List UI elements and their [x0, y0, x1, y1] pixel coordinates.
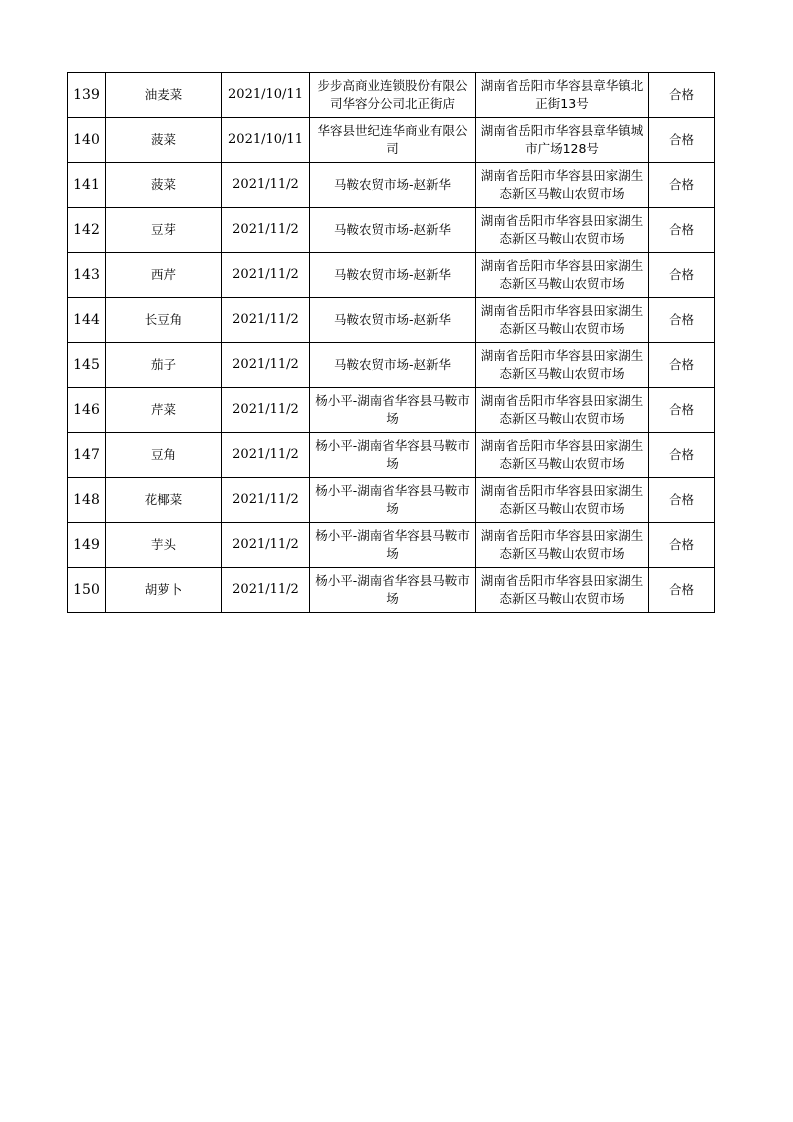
test-result: 合格 [649, 343, 715, 388]
seller-name: 杨小平-湖南省华容县马鞍市场 [310, 388, 476, 433]
sampling-date: 2021/11/2 [222, 433, 310, 478]
table-row [68, 118, 715, 163]
table-row [68, 298, 715, 343]
seller-address: 湖南省岳阳市华容县田家湖生态新区马鞍山农贸市场 [476, 298, 649, 343]
row-number: 146 [68, 388, 106, 433]
sampling-date: 2021/11/2 [222, 298, 310, 343]
seller-address: 湖南省岳阳市华容县田家湖生态新区马鞍山农贸市场 [476, 478, 649, 523]
row-number: 143 [68, 253, 106, 298]
sampling-date: 2021/11/2 [222, 568, 310, 613]
product-name: 菠菜 [106, 118, 222, 163]
seller-name: 杨小平-湖南省华容县马鞍市场 [310, 523, 476, 568]
test-result: 合格 [649, 253, 715, 298]
table-row [68, 568, 715, 613]
row-number: 140 [68, 118, 106, 163]
test-result: 合格 [649, 568, 715, 613]
seller-name: 杨小平-湖南省华容县马鞍市场 [310, 433, 476, 478]
row-number: 145 [68, 343, 106, 388]
sampling-date: 2021/11/2 [222, 163, 310, 208]
table-row [68, 478, 715, 523]
test-result: 合格 [649, 478, 715, 523]
product-name: 芋头 [106, 523, 222, 568]
product-name: 胡萝卜 [106, 568, 222, 613]
product-name: 花椰菜 [106, 478, 222, 523]
inspection-results-table [67, 72, 715, 613]
seller-name: 马鞍农贸市场-赵新华 [310, 253, 476, 298]
product-name: 芹菜 [106, 388, 222, 433]
seller-address: 湖南省岳阳市华容县章华镇北正街13号 [476, 73, 649, 118]
product-name: 茄子 [106, 343, 222, 388]
row-number: 149 [68, 523, 106, 568]
table-body [68, 73, 715, 613]
row-number: 141 [68, 163, 106, 208]
seller-address: 湖南省岳阳市华容县章华镇城市广场128号 [476, 118, 649, 163]
test-result: 合格 [649, 208, 715, 253]
sampling-date: 2021/11/2 [222, 343, 310, 388]
seller-name: 杨小平-湖南省华容县马鞍市场 [310, 568, 476, 613]
table-row [68, 433, 715, 478]
seller-name: 马鞍农贸市场-赵新华 [310, 298, 476, 343]
sampling-date: 2021/11/2 [222, 208, 310, 253]
seller-address: 湖南省岳阳市华容县田家湖生态新区马鞍山农贸市场 [476, 208, 649, 253]
seller-address: 湖南省岳阳市华容县田家湖生态新区马鞍山农贸市场 [476, 343, 649, 388]
test-result: 合格 [649, 523, 715, 568]
row-number: 150 [68, 568, 106, 613]
test-result: 合格 [649, 298, 715, 343]
seller-address: 湖南省岳阳市华容县田家湖生态新区马鞍山农贸市场 [476, 433, 649, 478]
product-name: 西芹 [106, 253, 222, 298]
table-row [68, 163, 715, 208]
row-number: 144 [68, 298, 106, 343]
row-number: 148 [68, 478, 106, 523]
sampling-date: 2021/11/2 [222, 253, 310, 298]
row-number: 142 [68, 208, 106, 253]
table-row [68, 343, 715, 388]
row-number: 147 [68, 433, 106, 478]
table-row [68, 523, 715, 568]
seller-address: 湖南省岳阳市华容县田家湖生态新区马鞍山农贸市场 [476, 523, 649, 568]
product-name: 菠菜 [106, 163, 222, 208]
test-result: 合格 [649, 388, 715, 433]
sampling-date: 2021/11/2 [222, 523, 310, 568]
seller-name: 步步高商业连锁股份有限公司华容分公司北正街店 [310, 73, 476, 118]
seller-name: 马鞍农贸市场-赵新华 [310, 343, 476, 388]
seller-address: 湖南省岳阳市华容县田家湖生态新区马鞍山农贸市场 [476, 163, 649, 208]
seller-address: 湖南省岳阳市华容县田家湖生态新区马鞍山农贸市场 [476, 388, 649, 433]
inspection-results-sheet [67, 72, 714, 613]
seller-address: 湖南省岳阳市华容县田家湖生态新区马鞍山农贸市场 [476, 568, 649, 613]
seller-name: 马鞍农贸市场-赵新华 [310, 208, 476, 253]
seller-name: 杨小平-湖南省华容县马鞍市场 [310, 478, 476, 523]
product-name: 长豆角 [106, 298, 222, 343]
test-result: 合格 [649, 163, 715, 208]
table-row [68, 208, 715, 253]
test-result: 合格 [649, 433, 715, 478]
sampling-date: 2021/11/2 [222, 478, 310, 523]
product-name: 豆角 [106, 433, 222, 478]
table-row [68, 253, 715, 298]
sampling-date: 2021/10/11 [222, 73, 310, 118]
row-number: 139 [68, 73, 106, 118]
test-result: 合格 [649, 118, 715, 163]
seller-name: 马鞍农贸市场-赵新华 [310, 163, 476, 208]
table-row [68, 73, 715, 118]
product-name: 油麦菜 [106, 73, 222, 118]
test-result: 合格 [649, 73, 715, 118]
seller-address: 湖南省岳阳市华容县田家湖生态新区马鞍山农贸市场 [476, 253, 649, 298]
sampling-date: 2021/10/11 [222, 118, 310, 163]
seller-name: 华容县世纪连华商业有限公司 [310, 118, 476, 163]
product-name: 豆芽 [106, 208, 222, 253]
sampling-date: 2021/11/2 [222, 388, 310, 433]
table-row [68, 388, 715, 433]
